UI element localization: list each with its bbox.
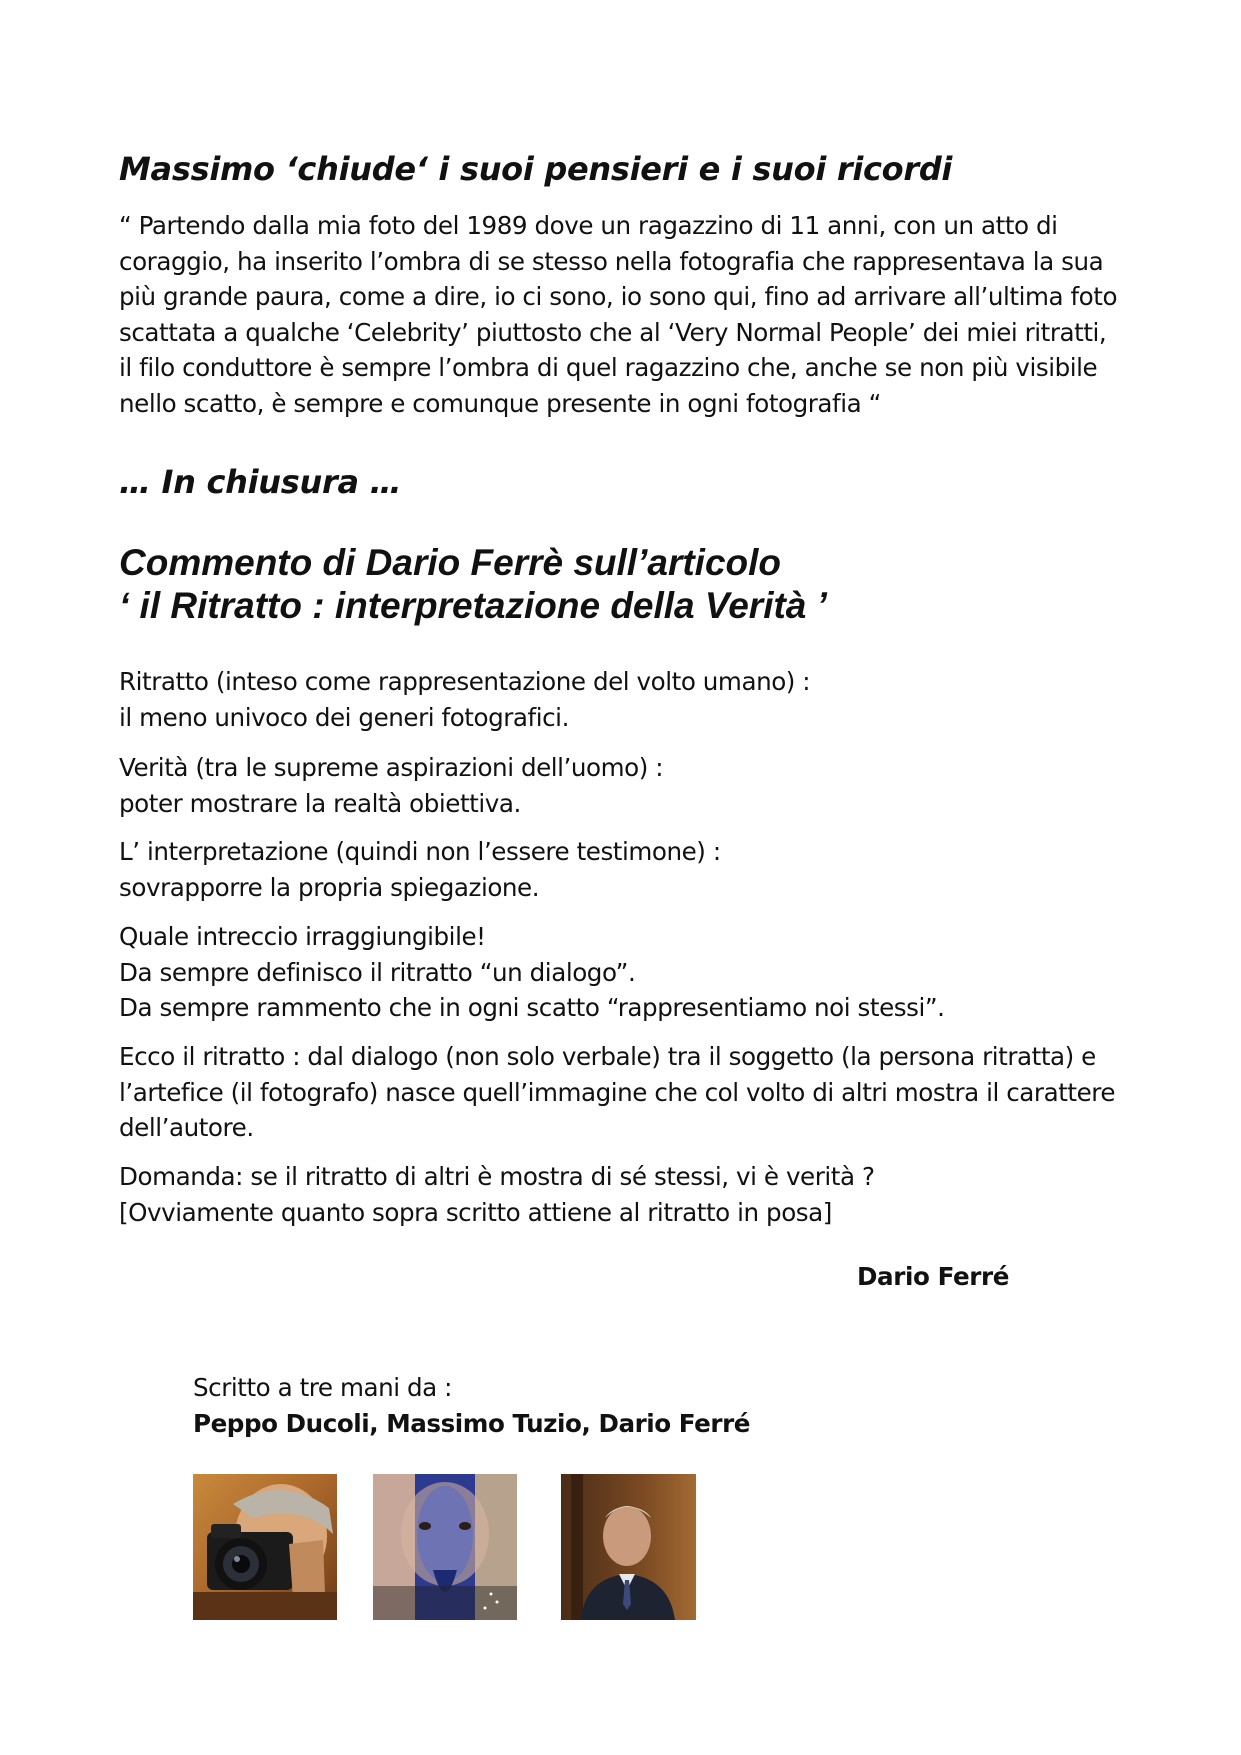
comment-title — [119, 541, 827, 627]
paragraph-line: Verità (tra le supreme aspirazioni dell’uomo) : — [119, 753, 664, 782]
paragraph-line: Ecco il ritratto : dal dialogo (non solo verbale) tra il soggetto (la persona ritratta) e — [119, 1042, 1096, 1071]
massimo-quote — [119, 208, 1129, 422]
comment-paragraph — [119, 1039, 1115, 1146]
quote-line: coraggio, ha inserito l’ombra di se stesso nella fotografia che rappresentava la sua — [119, 246, 1104, 276]
paragraph-line: l’artefice (il fotografo) nasce quell’immagine che col volto di altri mostra il carattere — [119, 1077, 1116, 1107]
paragraph-line: dell’autore. — [119, 1113, 254, 1143]
author-photo-tricolor-face — [373, 1474, 517, 1620]
paragraph-line: Da sempre definisco il ritratto “un dialogo”. — [119, 957, 636, 987]
paragraph-line: sovrapporre la propria spiegazione. — [119, 872, 540, 902]
section-heading-massimo: Massimo ‘chiude‘ i suoi pensieri e i suoi ricordi — [119, 150, 953, 188]
comment-title-line: ‘ il Ritratto : interpretazione della Verità ’ — [119, 585, 827, 626]
comment-paragraph — [119, 919, 945, 1026]
comment-paragraph — [119, 750, 663, 821]
quote-line: “ Partendo dalla mia foto del 1989 dove un ragazzino di 11 anni, con un atto di — [119, 211, 1058, 240]
paragraph-line: Domanda: se il ritratto di altri è mostra di sé stessi, vi è verità ? — [119, 1162, 875, 1191]
paragraph-line: poter mostrare la realtà obiettiva. — [119, 788, 521, 818]
quote-line: scattata a qualche ‘Celebrity’ piuttosto che al ‘Very Normal People’ dei miei ritratti, — [119, 317, 1107, 347]
quote-line: nello scatto, è sempre e comunque presente in ogni fotografia “ — [119, 388, 881, 418]
comment-title-line: Commento di Dario Ferrè sull’articolo — [119, 542, 782, 583]
section-heading-closing: … In chiusura … — [119, 463, 402, 501]
comment-paragraph — [119, 664, 810, 735]
quote-line: il filo conduttore è sempre l’ombra di quel ragazzino che, anche se non più visibile — [119, 353, 1098, 383]
paragraph-line: il meno univoco dei generi fotografici. — [119, 702, 569, 732]
paragraph-line: Ritratto (inteso come rappresentazione del volto umano) : — [119, 667, 811, 696]
paragraph-line: L’ interpretazione (quindi non l’essere testimone) : — [119, 837, 721, 866]
credits-authors: Peppo Ducoli, Massimo Tuzio, Dario Ferré — [193, 1409, 750, 1438]
comment-paragraph — [119, 834, 721, 905]
signature: Dario Ferré — [857, 1262, 1010, 1291]
quote-line: più grande paura, come a dire, io ci sono, io sono qui, fino ad arrivare all’ultima foto — [119, 282, 1118, 312]
paragraph-line: Da sempre rammento che in ogni scatto “rappresentiamo noi stessi”. — [119, 993, 945, 1023]
credits-intro: Scritto a tre mani da : — [193, 1373, 452, 1402]
credits — [193, 1370, 750, 1442]
author-photo-camera — [193, 1474, 337, 1620]
paragraph-line: [Ovviamente quanto sopra scritto attiene al ritratto in posa] — [119, 1197, 832, 1227]
paragraph-line: Quale intreccio irraggiungibile! — [119, 922, 486, 951]
author-photo-portrait — [561, 1474, 696, 1620]
comment-paragraph — [119, 1159, 875, 1230]
